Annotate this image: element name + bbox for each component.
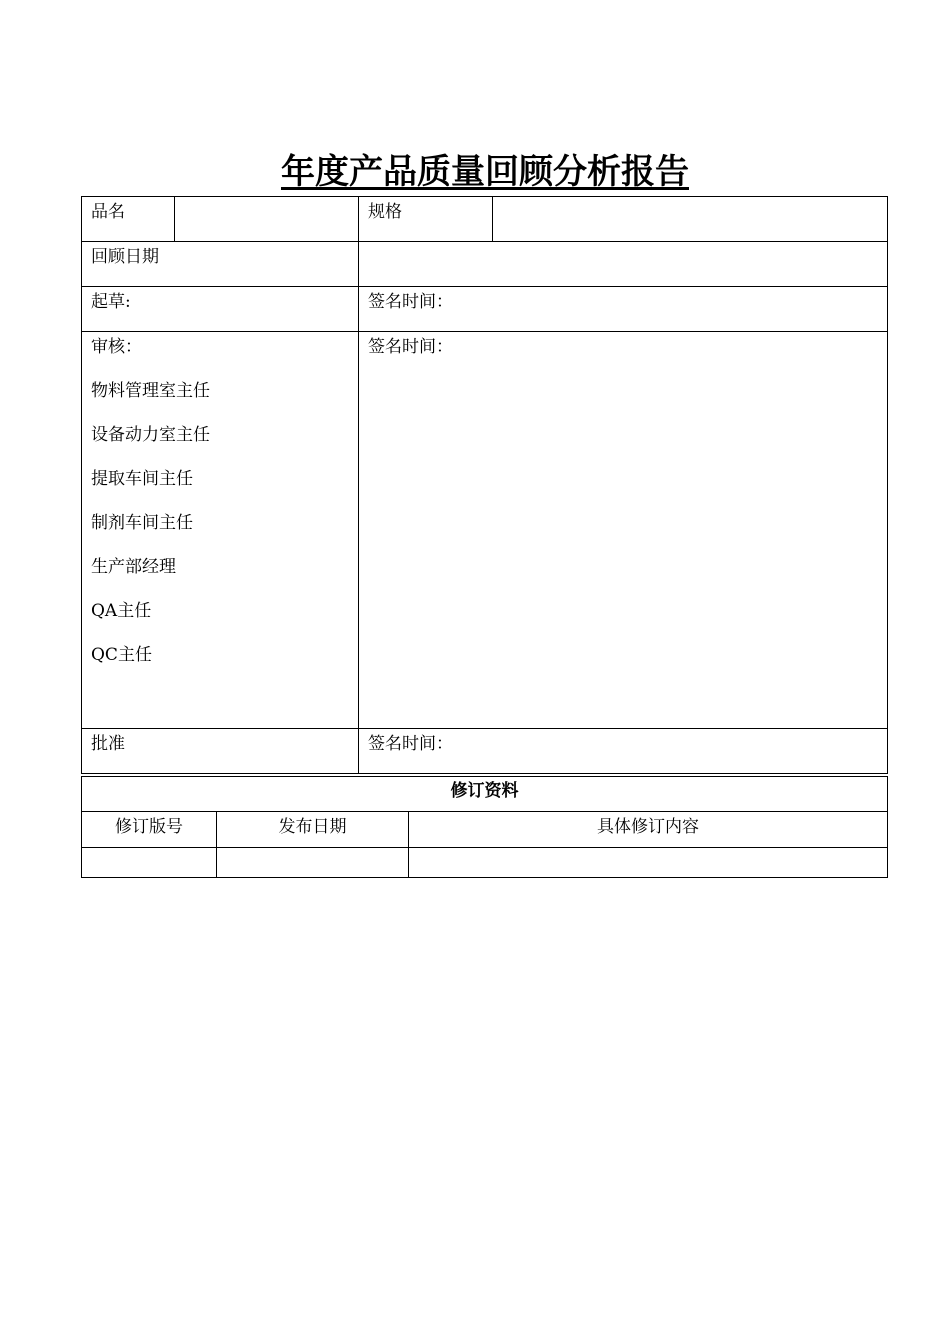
revision-col-version: 修订版号 — [82, 812, 217, 848]
row-review — [82, 332, 888, 729]
approver-material: 物料管理室主任 — [91, 381, 210, 401]
approver-production-manager: 生产部经理 — [91, 557, 176, 577]
revision-content-cell[interactable] — [409, 848, 888, 878]
approver-qc: QC主任 — [91, 645, 152, 665]
revision-col-date: 发布日期 — [217, 812, 409, 848]
row-draft — [82, 287, 888, 332]
approver-qa: QA主任 — [91, 601, 152, 621]
revision-columns-row — [82, 812, 888, 848]
row-approve — [82, 729, 888, 774]
review-date-label: 回顾日期 — [82, 242, 359, 287]
approver-equipment: 设备动力室主任 — [91, 425, 210, 445]
row-product — [82, 197, 888, 242]
report-form — [81, 196, 888, 774]
review-label: 审核： — [91, 337, 142, 357]
revision-heading-row — [82, 777, 888, 812]
spec-label: 规格 — [359, 197, 493, 242]
approve-label: 批准 — [82, 729, 359, 774]
page-title: 年度产品质量回顾分析报告 — [281, 152, 689, 192]
draft-sign-time: 签名时间： — [359, 287, 888, 332]
revision-row — [82, 848, 888, 878]
revision-col-content: 具体修订内容 — [409, 812, 888, 848]
approver-extraction: 提取车间主任 — [91, 469, 193, 489]
revision-table — [81, 776, 888, 878]
product-name-label: 品名 — [82, 197, 175, 242]
review-sign-time: 签名时间： — [359, 332, 888, 729]
spec-field[interactable] — [493, 197, 888, 242]
row-review-date — [82, 242, 888, 287]
revision-date-cell[interactable] — [217, 848, 409, 878]
approve-sign-time: 签名时间： — [359, 729, 888, 774]
review-cell — [82, 332, 359, 729]
product-name-field[interactable] — [175, 197, 359, 242]
draft-label: 起草: — [82, 287, 359, 332]
revision-version-cell[interactable] — [82, 848, 217, 878]
approver-preparation: 制剂车间主任 — [91, 513, 193, 533]
review-date-field[interactable] — [359, 242, 888, 287]
revision-heading: 修订资料 — [82, 777, 888, 812]
